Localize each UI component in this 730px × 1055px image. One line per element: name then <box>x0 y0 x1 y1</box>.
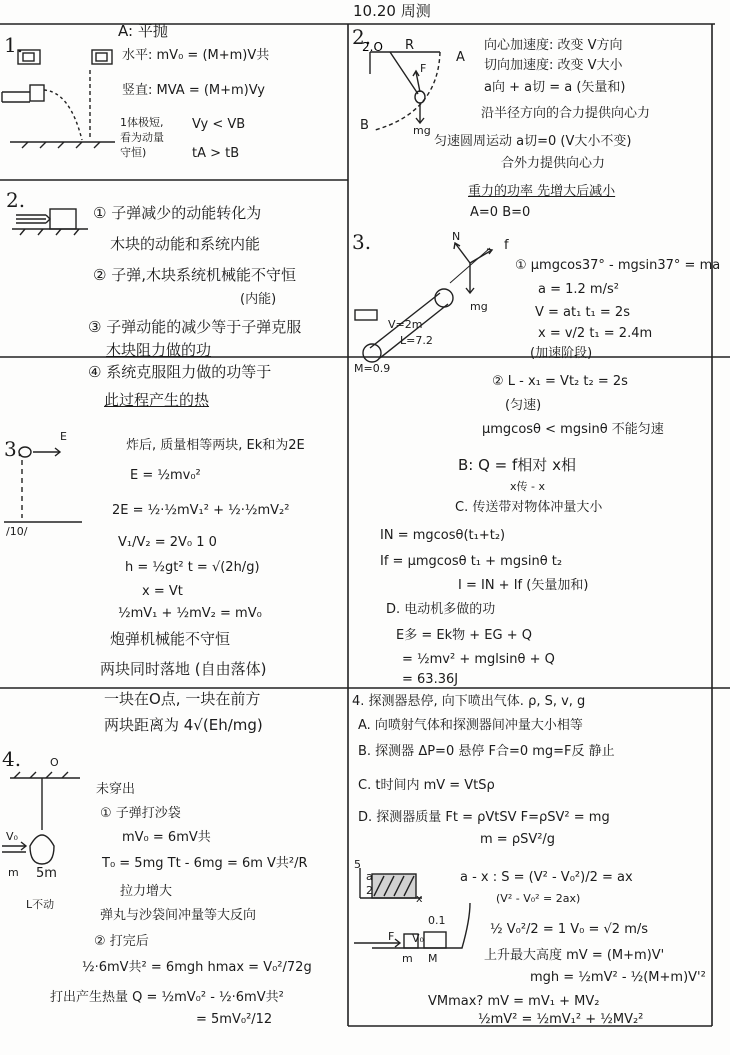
q4l-line-6: 弹丸与沙袋间冲量等大反向 <box>100 908 257 923</box>
q3r-number: 3. <box>352 230 372 254</box>
q3r2-line-3: μmgcosθ < mgsinθ 不能匀速 <box>482 422 664 437</box>
q3r2-line-11: E多 = Ek物 + EG + Q <box>396 628 532 643</box>
q2r-number: 2. <box>352 25 372 49</box>
q4r-label-f: F <box>388 930 395 943</box>
q2r-label-a: A <box>456 50 465 65</box>
q3r2-line-5: x传 - x <box>510 480 545 493</box>
q3l-line-5: 2E = ½·½mV₁² + ½·½mV₂² <box>112 503 290 518</box>
q2l-line-4: (内能) <box>240 292 277 307</box>
q4l-line-3: mV₀ = 6mV共 <box>122 830 211 845</box>
q3l-line-1: ④ 系统克服阻力做的功等于 <box>88 363 272 381</box>
q2r-label-b: B <box>360 118 369 133</box>
q2r-line-4: 沿半径方向的合力提供向心力 <box>481 106 651 121</box>
q4r-line-2: A. 向喷射气体和探测器间冲量大小相等 <box>358 718 583 733</box>
q4l-line-7: ② 打完后 <box>94 934 149 949</box>
q3r2-line-2: (匀速) <box>505 398 542 413</box>
q3r-line-1: ① μmgcos37° - mgsin37° = ma <box>515 258 721 273</box>
q4r-line-9: ½ V₀²/2 = 1 V₀ = √2 m/s <box>490 922 649 937</box>
q3l-label-e: E <box>60 430 67 443</box>
q3r-line-2: a = 1.2 m/s² <box>538 282 619 297</box>
q3l-line-13: 两块距离为 4√(Eh/mg) <box>104 716 263 734</box>
q1-note-3: 守恒) <box>120 146 147 159</box>
q3r2-line-1: ② L - x₁ = Vt₂ t₂ = 2s <box>492 374 628 389</box>
q4r-label-a: a <box>366 870 373 883</box>
q1-note-2: 看为动量 <box>120 131 164 144</box>
q3r-line-5: (加速阶段) <box>530 346 593 361</box>
q2l-number: 2. <box>6 188 26 212</box>
q2l-line-2: 木块的动能和系统内能 <box>110 235 261 253</box>
q3l-line-3: 炸后, 质量相等两块, Ek和为2E <box>126 438 305 453</box>
q4r-line-10: 上升最大高度 mV = (M+m)V' <box>484 948 665 963</box>
q3l-line-9: ½mV₁ + ½mV₂ = mV₀ <box>118 606 262 621</box>
q2r-line-6: 合外力提供向心力 <box>501 156 606 171</box>
q3r2-line-6: C. 传送带对物体冲量大小 <box>455 500 603 515</box>
q4r-label-five: 5 <box>354 858 361 871</box>
q4r-label-s: 0.1 <box>428 914 446 927</box>
q3l-line-4: E = ½mv₀² <box>130 468 201 483</box>
q3l-line-2: 此过程产生的热 <box>104 391 210 409</box>
q4r-line-6: m = ρSV²/g <box>480 832 556 847</box>
q4l-line-9: 打出产生热量 Q = ½mV₀² - ½·6mV共² <box>50 990 284 1005</box>
q4l-label-v0: V₀ <box>6 830 18 843</box>
q4r-line-1: 4. 探测器悬停, 向下喷出气体. ρ, S, v, g <box>352 694 586 709</box>
date-header: 10.20 周测 <box>353 2 431 20</box>
q4l-line-4: T₀ = 5mg Tt - 6mg = 6m V共²/R <box>102 856 308 871</box>
q2r-label-mg: mg <box>413 124 431 137</box>
q3r-line-4: x = v/2 t₁ = 2.4m <box>538 326 653 341</box>
q3l-line-8: x = Vt <box>142 584 183 599</box>
q2r-line-2: 切向加速度: 改变 V大小 <box>484 58 623 73</box>
q4r-line-13: ½mV² = ½mV₁² + ½MV₂² <box>478 1012 644 1027</box>
q4l-number: 4. <box>2 747 22 771</box>
q4l-line-1: 未穿出 <box>96 782 136 797</box>
q3l-line-12: 一块在O点, 一块在前方 <box>104 690 261 708</box>
svg-text:2.O: 2.O <box>362 40 383 54</box>
q4r-label-x: x <box>416 892 423 905</box>
q3r2-line-13: = 63.36J <box>402 672 459 687</box>
q2r-line-7: 重力的功率 先增大后减小 <box>468 184 616 199</box>
q1-line-1: 水平: mV₀ = (M+m)V共 <box>122 48 270 63</box>
q4r-line-8: (V² - V₀² = 2ax) <box>496 892 581 905</box>
q3r-label-mg: mg <box>470 300 488 313</box>
q1-line-3: Vy < VB <box>192 117 246 132</box>
q2r-line-1: 向心加速度: 改变 V方向 <box>484 38 623 53</box>
q1-line-2: 竖直: MVA = (M+m)Vy <box>122 83 265 98</box>
q4l-label-o: O <box>50 756 59 769</box>
q3r-label-v: V=2m <box>388 318 423 331</box>
q2r-line-8: A=0 B=0 <box>470 205 531 220</box>
q3r2-line-9: I = IN + If (矢量加和) <box>458 578 589 593</box>
q4r-line-4: C. t时间内 mV = VtSρ <box>358 778 495 793</box>
q3r-label-len: L=7.2 <box>400 334 433 347</box>
q2r-label-f: F <box>420 62 427 75</box>
q3l-line-11: 两块同时落地 (自由落体) <box>100 660 267 678</box>
q3r2-line-12: = ½mv² + mglsinθ + Q <box>402 652 555 667</box>
q4r-line-5: D. 探测器质量 Ft = ρVtSV F=ρSV² = mg <box>358 810 610 825</box>
q4r-label-M: M <box>428 952 438 965</box>
q2r-line-3: a向 + a切 = a (矢量和) <box>484 80 626 95</box>
q3l-label-ground: /10/ <box>6 525 28 538</box>
q3l-number: 3. <box>4 437 24 461</box>
q3r-label-n: N <box>452 230 461 243</box>
q3l-line-6: V₁/V₂ = 2V₀ 1 0 <box>118 535 217 550</box>
q3r-line-3: V = at₁ t₁ = 2s <box>535 305 630 320</box>
q2l-line-1: ① 子弹减少的动能转化为 <box>93 204 262 222</box>
q4l-line-10: = 5mV₀²/12 <box>196 1012 273 1027</box>
q4l-line-5: 拉力增大 <box>120 884 173 899</box>
q1-figure <box>0 33 120 150</box>
q4r-line-11: mgh = ½mV² - ½(M+m)V'² <box>530 970 706 985</box>
q4l-line-2: ① 子弹打沙袋 <box>100 806 181 821</box>
q3r2-line-7: IN = mgcosθ(t₁+t₂) <box>380 528 506 543</box>
q3l-line-10: 炮弹机械能不守恒 <box>110 630 231 648</box>
q3r2-line-10: D. 电动机多做的功 <box>386 602 496 617</box>
q4r-label-two: 2 <box>366 884 373 897</box>
q1-line-4: tA > tB <box>192 146 240 161</box>
q2r-line-5: 匀速圆周运动 a切=0 (V大小不变) <box>434 134 632 149</box>
q2r-label-r: R <box>405 38 415 53</box>
q4r-label-m: m <box>402 952 413 965</box>
q3r-label-mu: M=0.9 <box>354 362 391 375</box>
q1-label-a: A: 平抛 <box>118 22 168 40</box>
q4r-line-3: B. 探测器 ΔP=0 悬停 F合=0 mg=F反 静止 <box>358 744 615 759</box>
q1-number: 1. <box>4 33 24 57</box>
q3r2-line-8: If = μmgcosθ t₁ + mgsinθ t₂ <box>380 554 563 569</box>
q2l-line-3: ② 子弹,木块系统机械能不守恒 <box>93 266 296 284</box>
q4r-label-v0: V₀ <box>412 932 424 945</box>
q3l-line-7: h = ½gt² t = √(2h/g) <box>125 560 260 575</box>
q2l-line-6: 木块阻力做的功 <box>106 341 212 359</box>
q2l-figure <box>10 205 90 240</box>
q4l-line-8: ½·6mV共² = 6mgh hmax = V₀²/72g <box>82 960 312 975</box>
q3r-label-f: f <box>504 238 509 253</box>
q4l-label-m: m <box>8 866 19 879</box>
q4l-label-note: L不动 <box>26 898 55 911</box>
q1-note-1: 1体极短, <box>120 116 164 129</box>
q3r-figure <box>350 228 520 368</box>
q4r-line-12: VMmax? mV = mV₁ + MV₂ <box>428 994 600 1009</box>
q3r2-line-4: B: Q = f相对 x相 <box>458 456 576 474</box>
q4r-line-7: a - x : S = (V² - V₀²)/2 = ax <box>460 870 633 885</box>
q4l-label-mass: 5m <box>36 866 57 881</box>
q2l-line-5: ③ 子弹动能的减少等于子弹克服 <box>88 318 302 336</box>
